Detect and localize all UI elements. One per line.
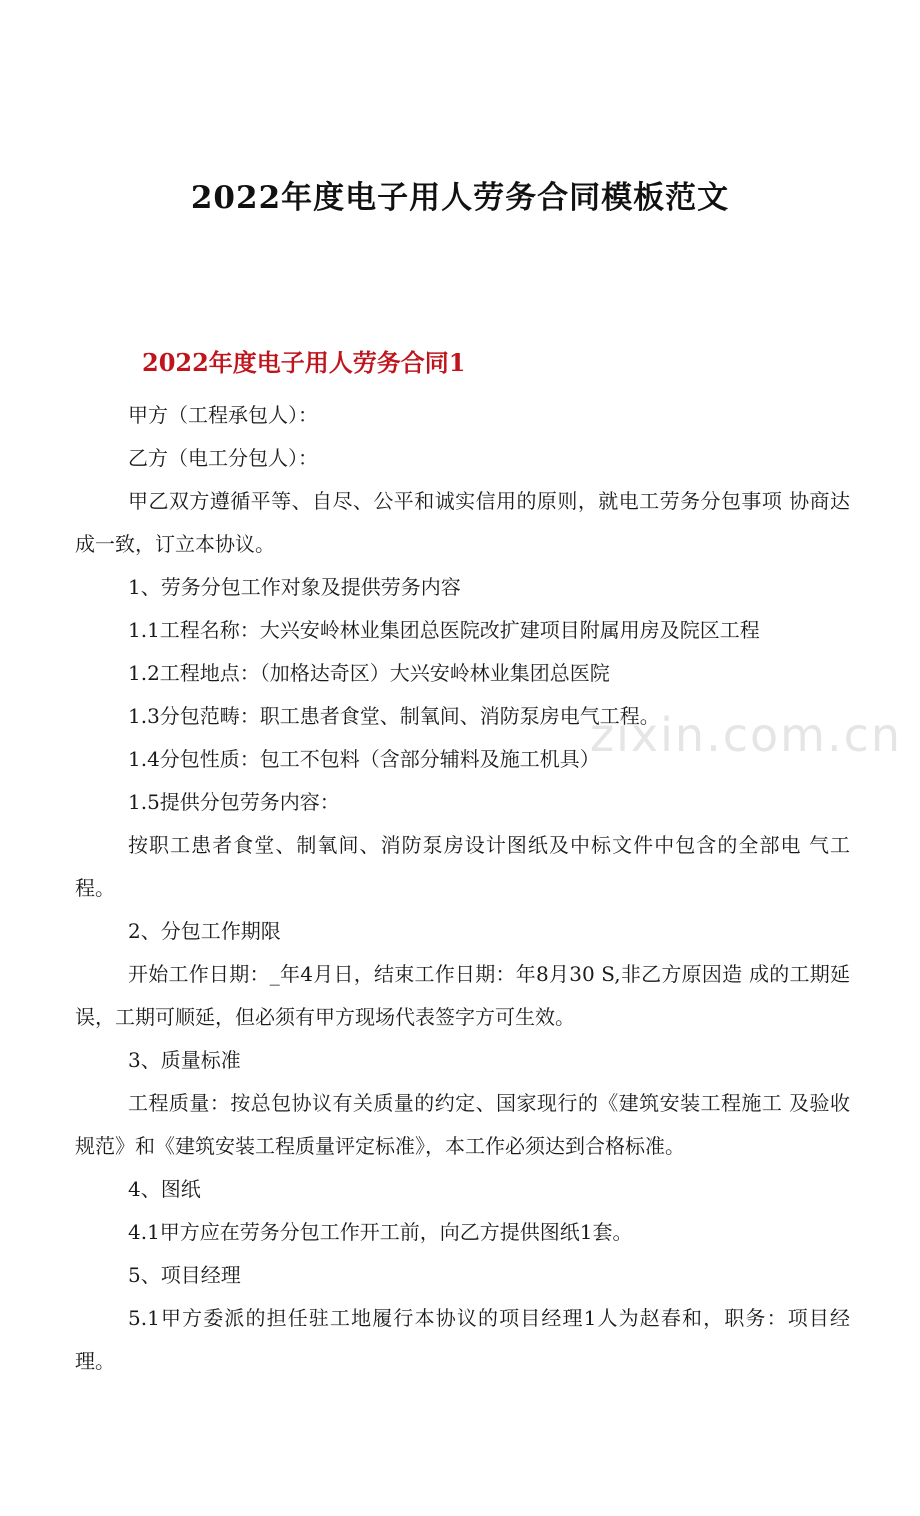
paragraph-party-b: 乙方（电工分包人）： xyxy=(128,446,318,470)
clause-heading-2: 2、分包工作期限 xyxy=(128,919,281,943)
clause-5-1: 5.1甲方委派的担任驻工地履行本协议的项目经理1人为赵春和，职务：项目经理。 xyxy=(75,1306,850,1373)
clause-2-content: 开始工作日期：_年4月日，结束工作日期：年8月30 S,非乙方原因造 成的工期延误，工期可顺延，但必须有甲方现场代表签字方可生效。 xyxy=(75,962,850,1029)
clause-4-1: 4.1甲方应在劳务分包工作开工前，向乙方提供图纸1套。 xyxy=(128,1220,633,1244)
clause-1-4: 1.4分包性质：包工不包料（含部分辅料及施工机具） xyxy=(128,747,600,771)
clause-1-5-content: 按职工患者食堂、制氧间、消防泵房设计图纸及中标文件中包含的全部电 气工程。 xyxy=(75,833,850,900)
clause-1-5: 1.5提供分包劳务内容： xyxy=(128,790,340,814)
paragraph-party-a: 甲方（工程承包人）： xyxy=(128,403,318,427)
clause-1-2: 1.2工程地点：（加格达奇区）大兴安岭林业集团总医院 xyxy=(128,661,610,685)
clause-heading-3: 3、质量标准 xyxy=(128,1048,241,1072)
paragraph-preamble: 甲乙双方遵循平等、自尽、公平和诚实信用的原则，就电工劳务分包事项 协商达成一致，订立本协议。 xyxy=(75,489,850,556)
clause-1-1: 1.1工程名称：大兴安岭林业集团总医院改扩建项目附属用房及院区工程 xyxy=(128,618,760,642)
clause-heading-4: 4、图纸 xyxy=(128,1177,201,1201)
clause-3-content: 工程质量：按总包协议有关质量的约定、国家现行的《建筑安装工程施工 及验收规范》和《建筑安装工程质量评定标准》，本工作必须达到合格标准。 xyxy=(75,1091,850,1158)
watermark: zixin.com.cn xyxy=(590,708,903,762)
document-title: 2022年度电子用人劳务合同模板范文 xyxy=(190,180,730,216)
clause-1-3: 1.3分包范畴：职工患者食堂、制氧间、消防泵房电气工程。 xyxy=(128,704,660,728)
contract-body xyxy=(75,394,850,1383)
clause-heading-5: 5、项目经理 xyxy=(128,1263,241,1287)
clause-heading-1: 1、劳务分包工作对象及提供劳务内容 xyxy=(128,575,461,599)
section-title: 2022年度电子用人劳务合同1 xyxy=(142,348,466,377)
